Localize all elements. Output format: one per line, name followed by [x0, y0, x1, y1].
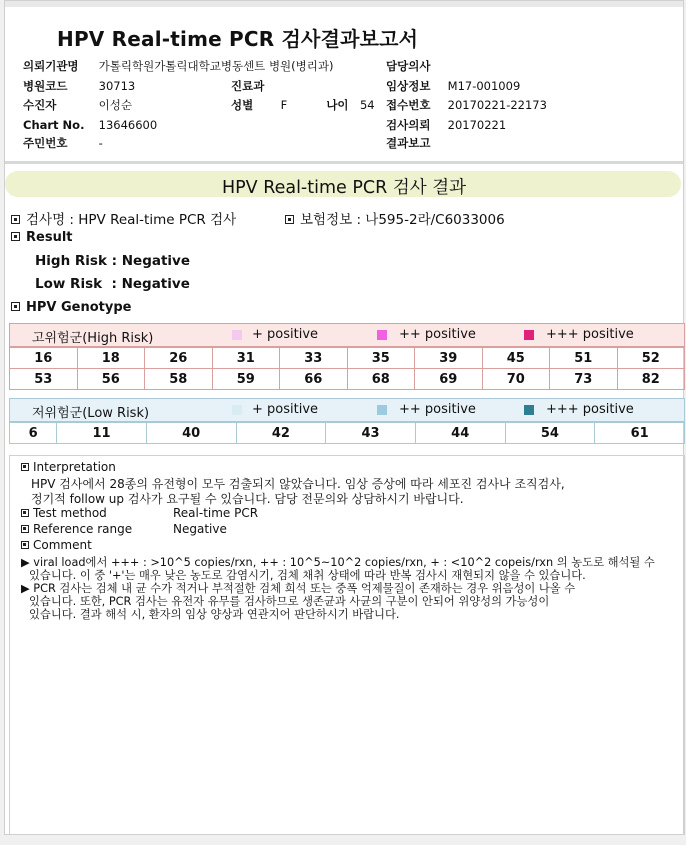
high-risk-label: 고위험군(High Risk)	[32, 331, 154, 346]
genotype-cell: 70	[482, 369, 550, 390]
section-divider	[5, 161, 683, 164]
bullet-box-icon	[11, 232, 20, 241]
low-risk-header	[9, 398, 685, 422]
low-risk-label: 저위험군(Low Risk)	[32, 406, 150, 421]
genotype-cell: 68	[347, 369, 415, 390]
genotype-heading: HPV Genotype	[26, 300, 132, 315]
insurance-line	[285, 208, 505, 228]
value-clinical-info: M17-001009	[447, 79, 521, 93]
comment-1-line-b: 있습니다. 이 중 '+'는 매우 낮은 농도로 감염시기, 검체 채취 상태에 따라 반복 검사시 재현되지 않을 수 있습니다.	[29, 569, 586, 582]
value-receipt-number: 20170221-22173	[447, 98, 547, 112]
info-row-2	[23, 77, 135, 96]
report-sheet	[4, 0, 684, 835]
legend-plusplusplus-low: +++ positive	[546, 402, 634, 417]
genotype-cell: 11	[57, 423, 147, 444]
interpretation-heading: Interpretation	[33, 460, 116, 474]
comment-2-line-c: 있습니다. 결과 해석 시, 환자의 임상 양상과 연관지어 판단하시기 바랍니다.	[29, 608, 400, 621]
info-row-5	[23, 134, 103, 153]
genotype-cell: 54	[505, 423, 595, 444]
info-row-4	[23, 116, 157, 135]
label-resident-number: 주민번호	[23, 136, 68, 150]
top-rule	[5, 1, 683, 7]
label-doctor: 담당의사	[386, 59, 431, 73]
genotype-cell: 66	[280, 369, 348, 390]
reference-range-value: Negative	[173, 522, 227, 536]
reference-range-line	[21, 522, 227, 536]
legend-plusplus: ++ positive	[399, 327, 476, 342]
genotype-cell: 42	[236, 423, 326, 444]
interpretation-heading-line	[21, 460, 116, 474]
genotype-cell: 6	[10, 423, 57, 444]
legend-plus: + positive	[252, 327, 319, 342]
label-hospital-code: 병원코드	[23, 79, 68, 93]
result-heading-line	[11, 230, 73, 245]
legend-plusplus-swatch	[377, 330, 387, 340]
genotype-cell: 39	[415, 348, 483, 369]
legend-plusplusplus-swatch	[524, 330, 534, 340]
info-sex-age	[231, 96, 375, 115]
result-heading: Result	[26, 230, 73, 245]
label-department: 진료과	[231, 79, 265, 93]
genotype-cell: 56	[77, 369, 145, 390]
test-method-value: Real-time PCR	[173, 506, 259, 520]
bullet-box-icon	[21, 509, 29, 517]
genotype-cell: 33	[280, 348, 348, 369]
high-risk-header	[9, 323, 685, 347]
label-sex: 성별	[231, 98, 254, 112]
info-department	[231, 77, 268, 96]
info-row-1	[23, 57, 333, 76]
high-risk-row-2	[10, 369, 685, 390]
bullet-box-icon	[21, 525, 29, 533]
genotype-cell: 82	[617, 369, 685, 390]
legend-plus-low: + positive	[252, 402, 319, 417]
info-doctor	[386, 57, 448, 76]
value-request-date: 20170221	[447, 118, 507, 132]
value-resident-number: -	[98, 136, 103, 150]
genotype-cell: 58	[145, 369, 213, 390]
info-clinical	[386, 77, 520, 96]
label-patient: 수진자	[23, 98, 57, 112]
genotype-cell: 53	[10, 369, 78, 390]
insurance-info: 보험정보 : 나595-2라/C6033006	[300, 212, 505, 228]
info-row-3	[23, 96, 132, 115]
info-receipt	[386, 96, 547, 115]
genotype-cell: 59	[212, 369, 280, 390]
interpretation-text-2: 정기적 follow up 검사가 요구될 수 있습니다. 담당 전문의와 상담하시기 바랍니다.	[31, 492, 464, 506]
value-chart-no: 13646600	[98, 118, 158, 132]
genotype-cell: 18	[77, 348, 145, 369]
legend-plusplusplus: +++ positive	[546, 327, 634, 342]
comment-heading-line	[21, 538, 92, 552]
legend-plusplus-low: ++ positive	[399, 402, 476, 417]
legend-plus-swatch	[232, 330, 242, 340]
genotype-heading-line	[11, 300, 131, 315]
label-requesting-institution: 의뢰기관명	[23, 59, 79, 73]
high-risk-genotype-table	[9, 347, 685, 390]
report-title: HPV Real-time PCR 검사결과보고서	[57, 27, 419, 51]
label-clinical-info: 임상정보	[386, 79, 431, 93]
genotype-cell: 52	[617, 348, 685, 369]
low-risk-row-1	[10, 423, 685, 444]
test-name-line	[11, 208, 236, 228]
genotype-cell: 44	[415, 423, 505, 444]
legend-plusplusplus-swatch-low	[524, 405, 534, 415]
test-name: 검사명 : HPV Real-time PCR 검사	[26, 212, 237, 228]
genotype-cell: 61	[595, 423, 685, 444]
comment-heading: Comment	[33, 538, 92, 552]
genotype-cell: 73	[550, 369, 618, 390]
bullet-box-icon	[21, 541, 29, 549]
genotype-cell: 31	[212, 348, 280, 369]
value-age: 54	[359, 98, 375, 112]
comment-2-line-b: 있습니다. 또한, PCR 검사는 유전자 유무를 검사하므로 생존균과 사균의 구분이 안되어 위양성의 가능성이	[29, 595, 550, 608]
bullet-box-icon	[21, 463, 29, 471]
info-request-date	[386, 116, 506, 135]
genotype-cell: 35	[347, 348, 415, 369]
label-result-report: 결과보고	[386, 136, 431, 150]
genotype-cell: 26	[145, 348, 213, 369]
genotype-cell: 16	[10, 348, 78, 369]
label-request-date: 검사의뢰	[386, 118, 431, 132]
genotype-cell: 40	[146, 423, 236, 444]
high-risk-result: High Risk : Negative	[35, 253, 190, 269]
genotype-cell: 43	[326, 423, 416, 444]
genotype-cell: 45	[482, 348, 550, 369]
test-method-line	[21, 506, 258, 520]
genotype-cell: 51	[550, 348, 618, 369]
value-sex: F	[280, 98, 288, 112]
label-chart-no: Chart No.	[23, 118, 85, 132]
value-requesting-institution: 가톨릭학원가톨릭대학교병동센트 병원(병리과)	[98, 59, 334, 73]
comment-1-line-a: ▶ viral load에서 +++ : >10^5 copies/rxn, ++ : 10^5~10^2 copies/rxn, + : <10^2 copeis/rxn 의 농도로 해석될 수	[21, 556, 655, 569]
result-banner-title: HPV Real-time PCR 검사 결과	[221, 178, 467, 198]
low-risk-genotype-table	[9, 422, 685, 444]
value-patient: 이성순	[98, 98, 132, 112]
value-hospital-code: 30713	[98, 79, 136, 93]
interpretation-text-1: HPV 검사에서 28종의 유전형이 모두 검출되지 않았습니다. 임상 증상에 따라 세포진 검사나 조직검사,	[31, 477, 565, 491]
reference-range-label: Reference range	[33, 522, 133, 536]
low-risk-result: Low Risk : Negative	[35, 276, 190, 292]
bullet-box-icon	[11, 302, 20, 311]
legend-plus-swatch-low	[232, 405, 242, 415]
comment-2-line-a: ▶ PCR 검사는 검체 내 균 수가 적거나 부적절한 검체 희석 또는 중폭 억제물질이 존재하는 경우 위음성이 나올 수	[21, 582, 576, 595]
label-receipt-number: 접수번호	[386, 98, 431, 112]
bullet-box-icon	[11, 215, 20, 224]
genotype-cell: 69	[415, 369, 483, 390]
test-method-label: Test method	[33, 506, 107, 520]
label-age: 나이	[326, 98, 349, 112]
high-risk-row-1	[10, 348, 685, 369]
bullet-box-icon	[285, 215, 294, 224]
info-result-report	[386, 134, 448, 153]
legend-plusplus-swatch-low	[377, 405, 387, 415]
